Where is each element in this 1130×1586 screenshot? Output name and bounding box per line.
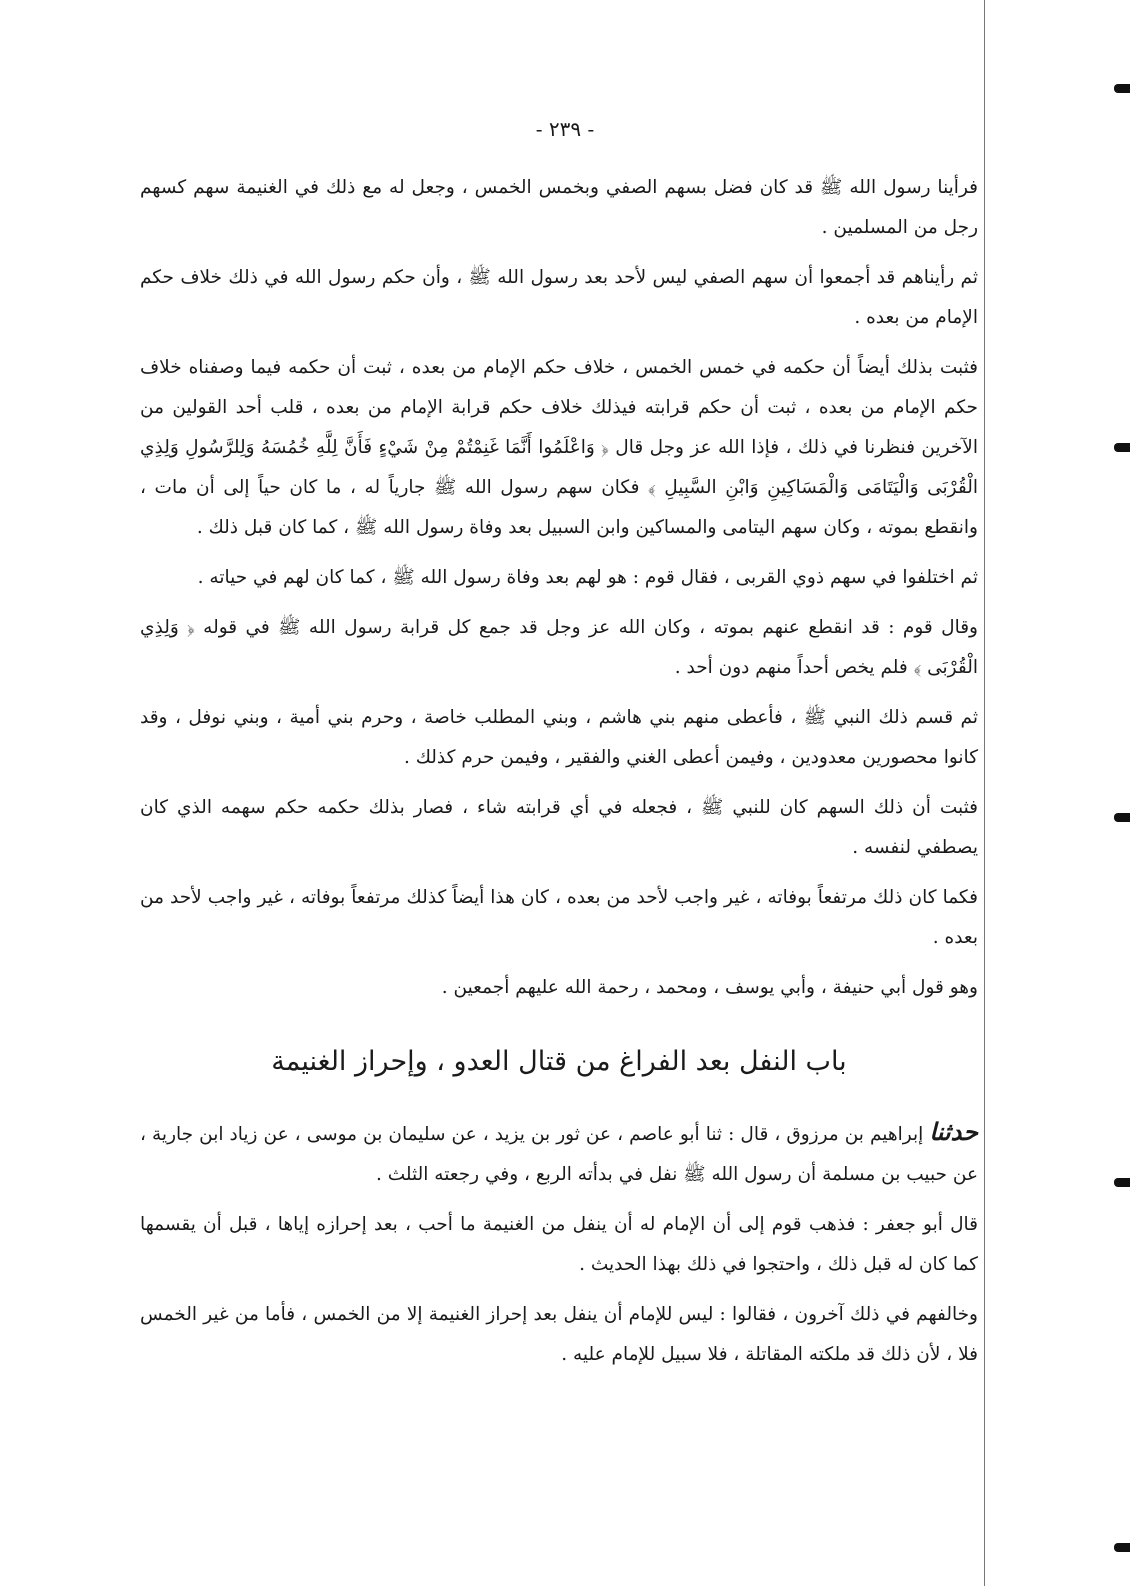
paragraph: قال أبو جعفر : فذهب قوم إلى أن الإمام له أن ينفل من الغنيمة ما أحب ، بعد إحرازه إياها ، قبل أن يقسمها كما كان له قبل ذلك ، واحتجوا في ذلك بهذا الحديث .	[140, 1214, 978, 1275]
edge-mark	[1114, 1543, 1130, 1552]
paragraph: ثم اختلفوا في سهم ذوي القربى ، فقال قوم : هو لهم بعد وفاة رسول الله ﷺ ، كما كان لهم في حياته .	[197, 567, 978, 588]
page-number: - ٢٣٩ -	[535, 117, 595, 141]
paragraph: فكما كان ذلك مرتفعاً بوفاته ، غير واجب لأحد من بعده ، كان هذا أيضاً كذلك مرتفعاً بوفاته ، غير واجب لأحد من بعده .	[140, 887, 978, 948]
page-body	[140, 168, 978, 1385]
hadith-lead-word: حدثنا	[929, 1117, 978, 1146]
paragraph: ثم رأيناهم قد أجمعوا أن سهم الصفي ليس لأحد بعد رسول الله ﷺ ، وأن حكم رسول الله في ذلك خلاف حكم الإمام من بعده .	[140, 267, 978, 328]
edge-mark	[1114, 443, 1130, 452]
paragraph: وهو قول أبي حنيفة ، وأبي يوسف ، ومحمد ، رحمة الله عليهم أجمعين .	[441, 977, 978, 998]
paragraph: وقال قوم : قد انقطع عنهم بموته ، وكان الله عز وجل قد جمع كل قرابة رسول الله ﷺ في قوله ﴿ وَلِذِي الْقُرْبَى ﴾ فلم يخص أحداً منهم دون أحد .	[140, 617, 978, 678]
page-fold-line	[984, 0, 985, 1586]
edge-mark	[1114, 813, 1130, 822]
hadith-paragraph	[140, 1112, 978, 1195]
hadith-text: إبراهيم بن مرزوق ، قال : ثنا أبو عاصم ، عن ثور بن يزيد ، عن سليمان بن موسى ، عن زياد ابن جارية ، عن حبيب بن مسلمة أن رسول الله ﷺ نفل في بدأته الربع ، وفي رجعته الثلث .	[140, 1124, 978, 1185]
section-heading: باب النفل بعد الفراغ من قتال العدو ، وإحراز الغنيمة	[271, 1046, 847, 1077]
paragraph: فرأينا رسول الله ﷺ قد كان فضل بسهم الصفي وبخمس الخمس ، وجعل له مع ذلك في الغنيمة سهم كسهم رجل من المسلمين .	[140, 177, 978, 238]
edge-mark	[1114, 84, 1130, 93]
paragraph: فثبت أن ذلك السهم كان للنبي ﷺ ، فجعله في أي قرابته شاء ، فصار بذلك حكمه حكم سهمه الذي كان يصطفي لنفسه .	[140, 797, 978, 858]
edge-mark	[1114, 1178, 1130, 1187]
paragraph: وخالفهم في ذلك آخرون ، فقالوا : ليس للإمام أن ينفل بعد إحراز الغنيمة إلا من الخمس ، فأما من غير الخمس فلا ، لأن ذلك قد ملكته المقاتلة ، فلا سبيل للإمام عليه .	[140, 1304, 978, 1365]
paragraph: فثبت بذلك أيضاً أن حكمه في خمس الخمس ، خلاف حكم الإمام من بعده ، ثبت أن حكمه فيما وصفناه خلاف حكم الإمام من بعده ، ثبت أن حكم قرابته فيذلك خلاف حكم قرابة الإمام من بعده ، قلب أحد القولين من الآخرين فنظرنا في ذلك ، فإذا الله عز وجل قال ﴿ وَاعْلَمُوا أَنَّمَا غَنِمْتُمْ مِنْ شَيْءٍ فَأَنَّ لِلَّهِ خُمُسَهُ وَلِلرَّسُولِ وَلِذِي الْقُرْبَى وَالْيَتَامَى وَالْمَسَاكِينِ وَابْنِ السَّبِيلِ ﴾ فكان سهم رسول الله ﷺ جارياً له ، ما كان حياً إلى أن مات ، وانقطع بموته ، وكان سهم اليتامى والمساكين وابن السبيل بعد وفاة رسول الله ﷺ ، كما كان قبل ذلك .	[140, 357, 978, 538]
paragraph: ثم قسم ذلك النبي ﷺ ، فأعطى منهم بني هاشم ، وبني المطلب خاصة ، وحرم بني أمية ، وبني نوفل ، وقد كانوا محصورين معدودين ، وفيمن أعطى الغني والفقير ، وفيمن حرم كذلك .	[140, 707, 978, 768]
